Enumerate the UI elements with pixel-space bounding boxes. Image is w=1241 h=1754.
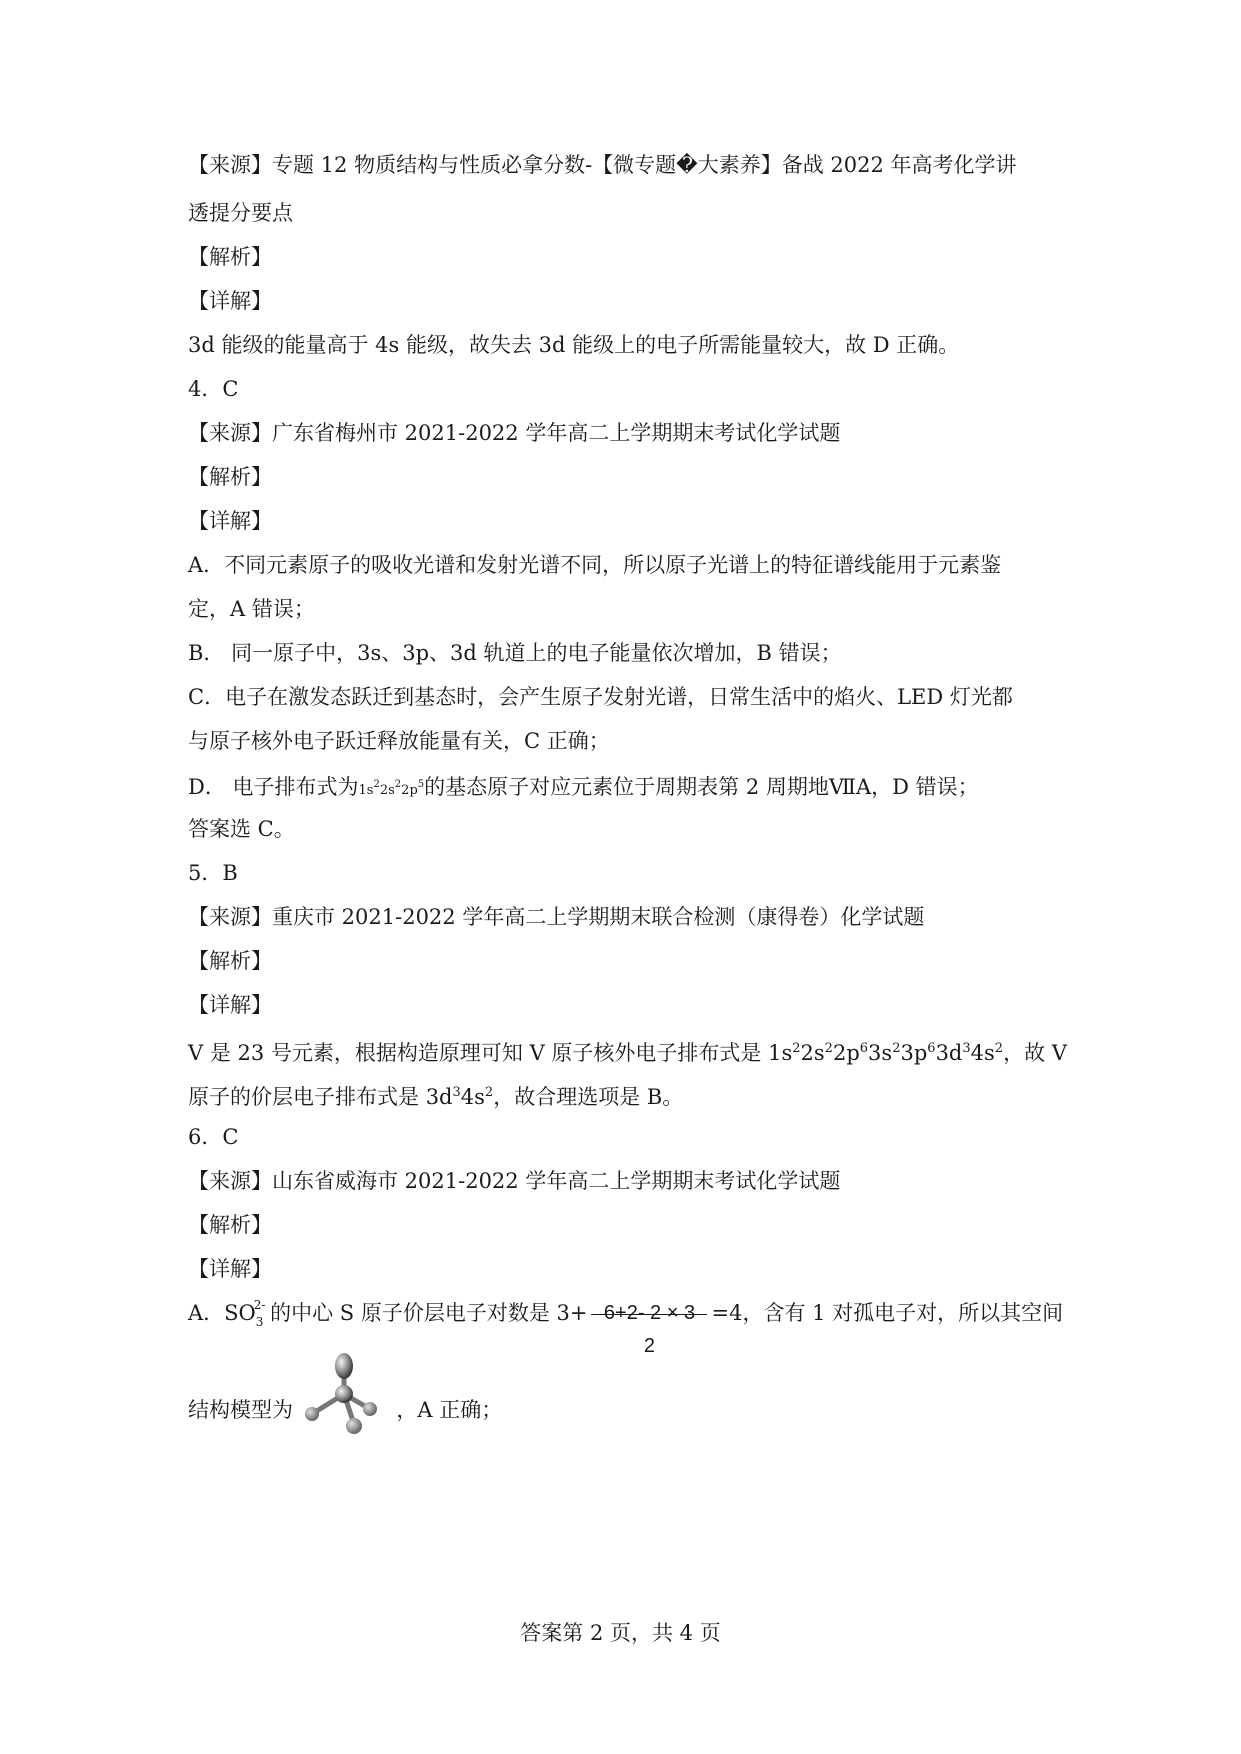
electron-config-small: $1s^22s^22p^5$	[358, 779, 425, 798]
v-valence-config: $3d^34s^2$	[425, 1085, 494, 1109]
source-5: 【来源】重庆市 2021-2022 学年高二上学期期末联合检测（康得卷）化学试题	[188, 905, 925, 929]
answer-4: 4．C	[188, 377, 239, 401]
option-a-structure-line: 结构模型为 ，A 正确；	[188, 1352, 502, 1471]
source-4: 【来源】广东省梅州市 2021-2022 学年高二上学期期末考试化学试题	[188, 421, 841, 445]
analysis-heading-5: 【解析】	[188, 949, 272, 973]
source-6: 【来源】山东省威海市 2021-2022 学年高二上学期期末考试化学试题	[188, 1169, 841, 1193]
detail-text: 3d 能级的能量高于 4s 能级，故失去 3d 能级上的电子所需能量较大，故 D 正确。	[188, 333, 960, 357]
source-line-2: 透提分要点	[188, 201, 293, 225]
option-c-line-1: C．电子在激发态跃迁到基态时，会产生原子发射光谱，日常生活中的焰火、LED 灯光都	[188, 685, 1013, 709]
option-d-prefix: D． 电子排布式为	[188, 775, 359, 799]
v-full-config: $1s^22s^22p^63s^23p^63d^34s^2$	[768, 1041, 1004, 1065]
analysis-heading-4: 【解析】	[188, 465, 272, 489]
fraction-numerator: 6+2- 2 × 3	[603, 1301, 696, 1324]
option-a-line-2: 定，A 错误；	[188, 597, 315, 621]
valence-pair-fraction	[589, 1285, 709, 1357]
trigonal-pyramidal-molecule-icon	[300, 1352, 390, 1471]
detail-heading-4: 【详解】	[188, 509, 272, 533]
detail-heading-5: 【详解】	[188, 993, 272, 1017]
so3-ion: $SO_3$ 2-	[224, 1298, 266, 1329]
detail-heading-6: 【详解】	[188, 1257, 272, 1281]
fraction-bar	[591, 1314, 707, 1315]
fraction-denominator: 2	[643, 1334, 656, 1357]
v-valence-line: 原子的价层电子排布式是 $3d^34s^2$，故合理选项是 B。	[188, 1085, 684, 1109]
option-c-line-2: 与原子核外电子跃迁释放能量有关，C 正确；	[188, 729, 610, 753]
answer-select-c: 答案选 C。	[188, 817, 295, 841]
option-d-suffix: 的基态原子对应元素位于周期表第 2 周期地ⅦA，D 错误；	[424, 775, 979, 799]
option-a-so3-line: A．$SO_3$ 2- 的中心 S 原子价层电子对数是 3+ 6+2- 2 × 3 2 =4，含有 1 对孤电子对，所以其空间	[188, 1283, 1063, 1346]
analysis-heading: 【解析】	[188, 245, 272, 269]
answer-5: 5．B	[188, 861, 238, 885]
page-footer: 答案第 2 页，共 4 页	[520, 1621, 721, 1645]
answer-6: 6．C	[188, 1125, 239, 1149]
option-b: B． 同一原子中，3s、3p、3d 轨道上的电子能量依次增加，B 错误；	[188, 641, 842, 665]
analysis-heading-6: 【解析】	[188, 1213, 272, 1237]
v-config-line: V 是 23 号元素，根据构造原理可知 V 原子核外电子排布式是 $1s^22s^22p^63s^23p^63d^34s^2$，故 V	[188, 1041, 1067, 1065]
option-a-line-1: A．不同元素原子的吸收光谱和发射光谱不同，所以原子光谱上的特征谱线能用于元素鉴	[188, 553, 1002, 577]
detail-heading: 【详解】	[188, 289, 272, 313]
option-d	[188, 770, 979, 806]
source-line-1: 【来源】专题 12 物质结构与性质必拿分数-【微专题�大素养】备战 2022 年高考化学讲	[188, 153, 1017, 177]
